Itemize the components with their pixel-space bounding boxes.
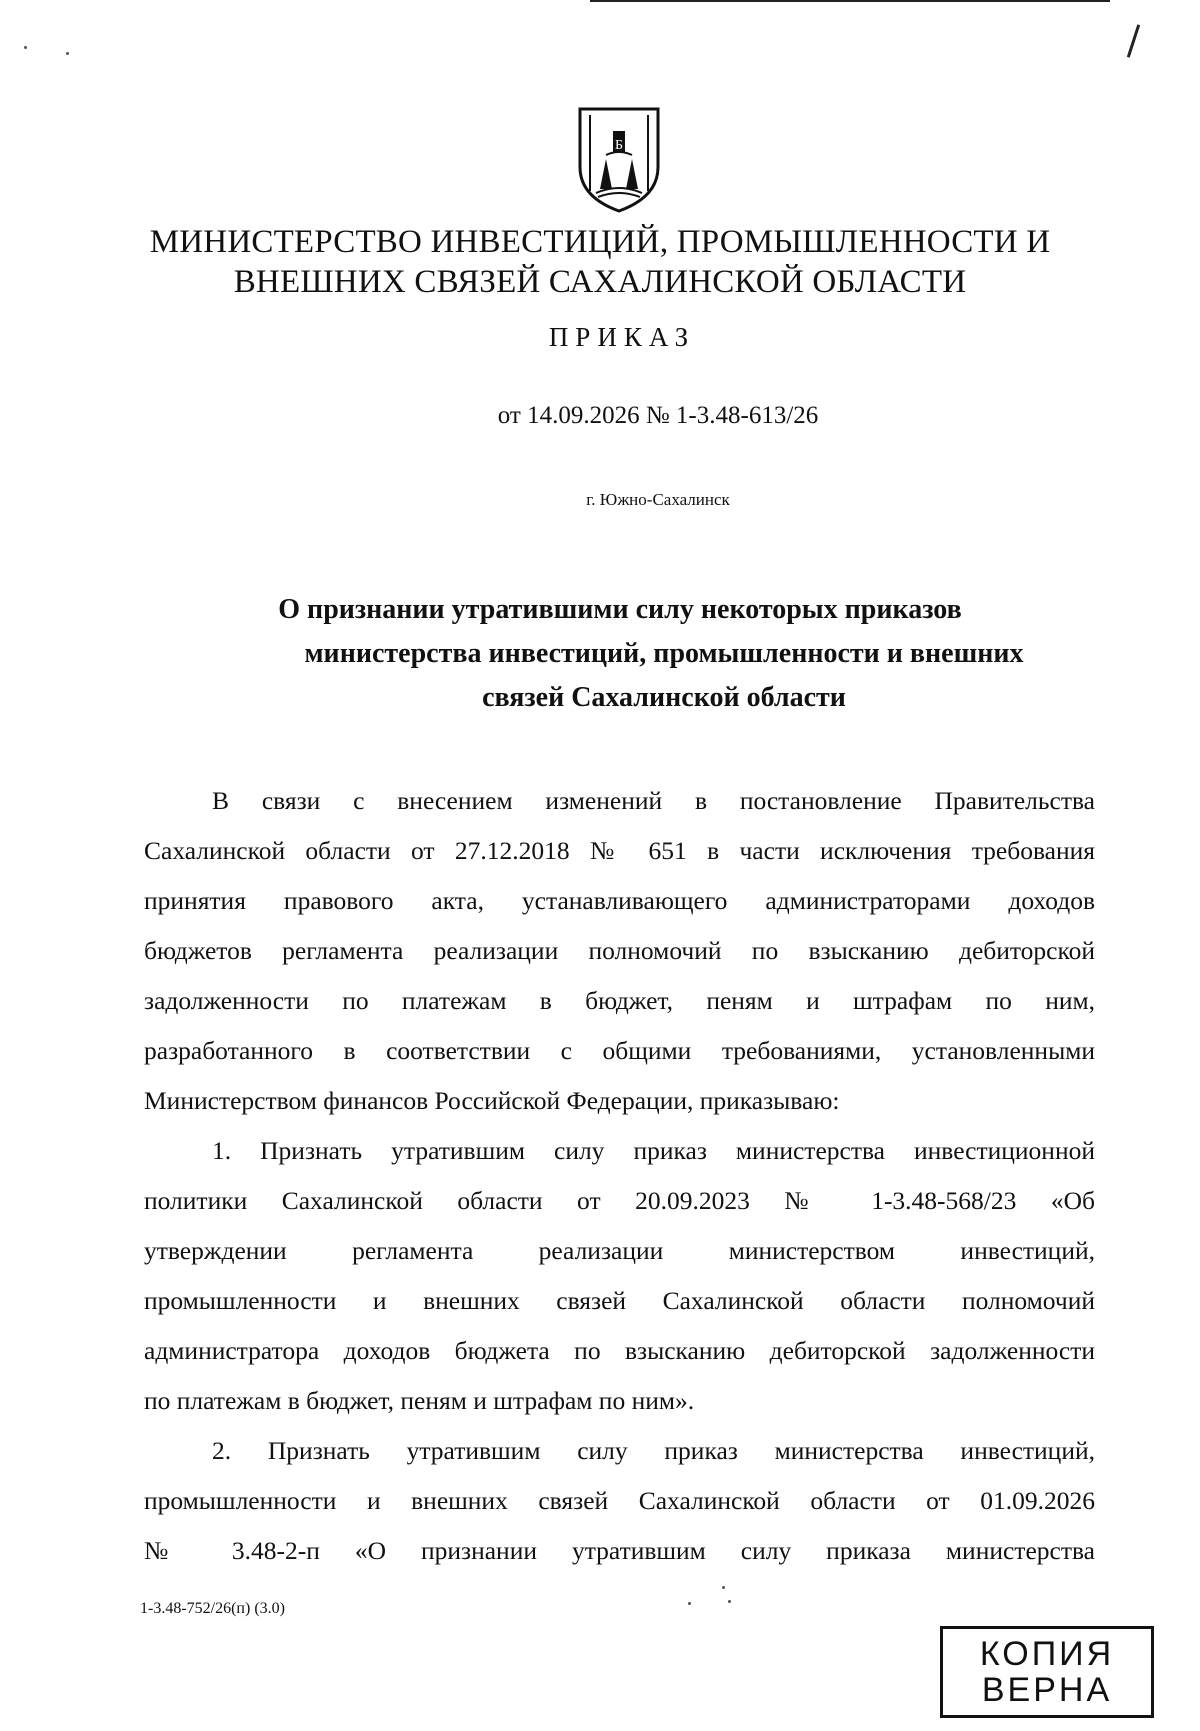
ministry-name-line-2: ВНЕШНИХ СВЯЗЕЙ САХАЛИНСКОЙ ОБЛАСТИ (233, 264, 967, 300)
order-date-number: от 14.09.2026 № 1-3.48-613/26 (497, 402, 819, 429)
body-line: задолженности по платежам в бюджет, пеням и штрафам по ним, (144, 986, 1095, 1015)
document-code: 1-3.48-752/26(п) (3.0) (140, 1600, 285, 1617)
body-line: по платежам в бюджет, пеням и штрафам по ним». (144, 1386, 695, 1415)
body-line: В связи с внесением изменений в постановление Правительства (212, 786, 1095, 815)
body-line: № 3.48-2-п «О признании утратившим силу приказа министерства (144, 1536, 1095, 1565)
body-line: разработанного в соответствии с общими требованиями, установленными (144, 1036, 1095, 1065)
body-line: политики Сахалинской области от 20.09.2023 № 1-3.48-568/23 «Об (144, 1186, 1095, 1215)
order-title-line-2: министерства инвестиций, промышленности и внешних (304, 638, 1024, 669)
corner-mark (1127, 24, 1140, 57)
stamp-line-1: КОПИЯ (979, 1635, 1115, 1673)
body-line: администратора доходов бюджета по взысканию дебиторской задолженности (144, 1336, 1095, 1365)
body-line: 2. Признать утратившим силу приказ министерства инвестиций, (212, 1436, 1095, 1465)
order-title-line-1: О признании утратившими силу некоторых приказов (278, 594, 962, 625)
copy-certified-stamp (940, 1626, 1154, 1718)
body-line: бюджетов регламента реализации полномочий по взысканию дебиторской (144, 936, 1095, 965)
top-border-line (590, 0, 1110, 2)
ministry-name-line-1: МИНИСТЕРСТВО ИНВЕСТИЦИЙ, ПРОМЫШЛЕННОСТИ И (149, 224, 1051, 260)
body-line: Сахалинской области от 27.12.2018 № 651 в части исключения требования (144, 836, 1095, 865)
stamp-line-2: ВЕРНА (981, 1671, 1113, 1709)
scan-speck (728, 1600, 731, 1603)
svg-text:Б: Б (614, 138, 624, 153)
body-line: 1. Признать утратившим силу приказ министерства инвестиционной (212, 1136, 1095, 1165)
body-line: принятия правового акта, устанавливающего администраторами доходов (144, 886, 1095, 915)
city-name: г. Южно-Сахалинск (586, 490, 730, 509)
body-line: промышленности и внешних связей Сахалинской области полномочий (144, 1286, 1095, 1315)
scan-speck (24, 46, 27, 49)
scan-speck (688, 1602, 691, 1605)
scan-speck (66, 52, 69, 55)
body-line: утверждении регламента реализации министерством инвестиций, (144, 1236, 1095, 1265)
body-line: промышленности и внешних связей Сахалинской области от 01.09.2026 (144, 1486, 1095, 1515)
document-type: ПРИКАЗ (548, 322, 696, 352)
sakhalin-coat-of-arms-icon (576, 105, 662, 215)
body-line: Министерством финансов Российской Федерации, приказываю: (144, 1086, 840, 1115)
scan-speck (722, 1586, 725, 1589)
order-title-line-3: связей Сахалинской области (482, 682, 846, 713)
